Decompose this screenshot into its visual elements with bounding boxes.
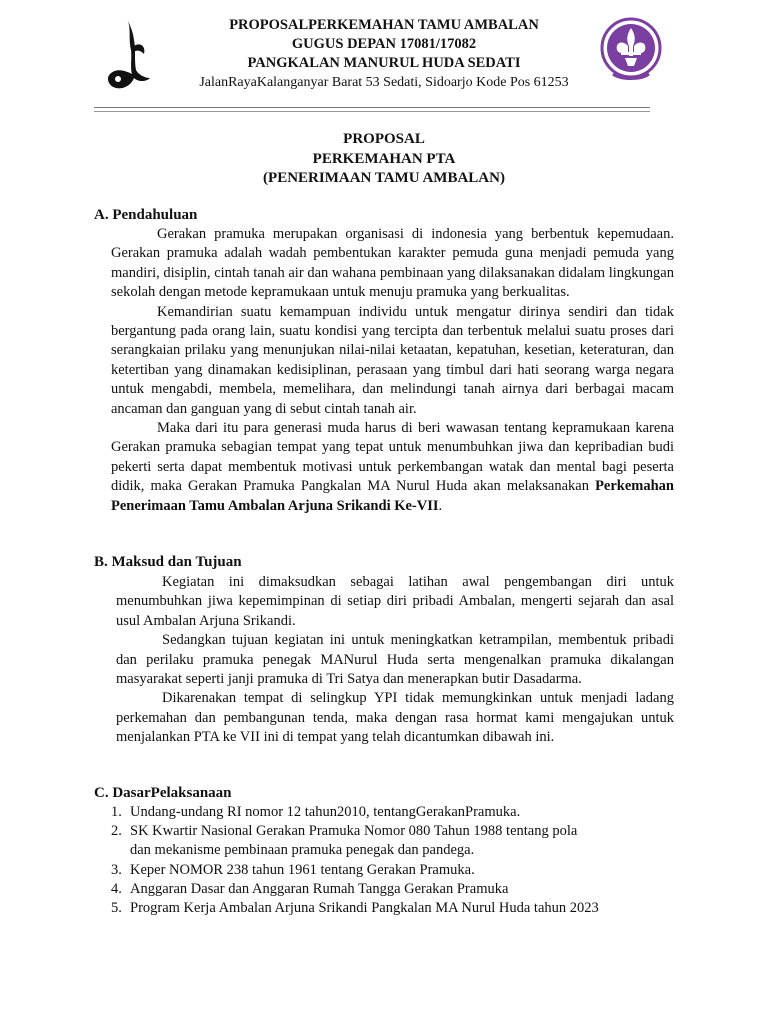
section-a-paragraph-3-bold: Perkemahan Penerimaan Tamu Ambalan Arjuna Srikandi Ke-VII bbox=[111, 478, 674, 514]
letterhead bbox=[160, 16, 608, 92]
list-item bbox=[111, 880, 631, 899]
section-a-paragraph-1: Gerakan pramuka merupakan organisasi di indonesia yang berbentuk kepemudaan. Gerakan pramuka adalah wadah pembentukan karakter pemuda guna menjadi pemuda yang mandiri, disiplin, cintah tanah air dan wahana pembinaan yang dilaksanakan didalam lingkungan sekolah dengan metode kepramukaan untuk menuju pramuka yang berkualitas. bbox=[111, 226, 674, 301]
list-item bbox=[111, 822, 631, 860]
list-item-text: Undang-undang RI nomor 12 tahun2010, tentangGerakanPramuka. bbox=[130, 804, 521, 820]
section-b-heading: B. Maksud dan Tujuan bbox=[94, 554, 242, 570]
section-a-heading: A. Pendahuluan bbox=[94, 207, 198, 223]
list-item-text: SK Kwartir Nasional Gerakan Pramuka Nomor 080 Tahun 1988 tentang pola bbox=[130, 823, 578, 840]
list-item-text: Keper NOMOR 238 tahun 1961 tentang Gerakan Pramuka. bbox=[130, 861, 475, 878]
scout-emblem-logo bbox=[599, 16, 663, 84]
header-divider-thin bbox=[94, 111, 650, 112]
letterhead-line2: GUGUS DEPAN 17081/17082 bbox=[291, 36, 477, 52]
list-item-text: Program Kerja Ambalan Arjuna Srikandi Pangkalan MA Nurul Huda tahun 2023 bbox=[130, 900, 599, 917]
section-a-body bbox=[111, 225, 674, 516]
letterhead-line3: PANGKALAN MANURUL HUDA SEDATI bbox=[247, 55, 521, 71]
section-a-paragraph-3-end: . bbox=[438, 497, 443, 514]
letterhead-address: JalanRayaKalanganyar Barat 53 Sedati, Sidoarjo Kode Pos 61253 bbox=[199, 75, 569, 90]
tunas-kelapa-logo bbox=[104, 16, 154, 92]
list-item-number: 5. bbox=[111, 900, 122, 917]
list-item-number: 4. bbox=[111, 880, 122, 897]
list-item-number: 1. bbox=[111, 804, 122, 820]
list-item-text: Anggaran Dasar dan Anggaran Rumah Tangga Gerakan Pramuka bbox=[130, 880, 509, 897]
list-item bbox=[111, 899, 631, 918]
section-a-paragraph-3 bbox=[111, 419, 674, 516]
list-item-number: 2. bbox=[111, 823, 122, 840]
section-b-paragraph-2: Sedangkan tujuan kegiatan ini untuk meningkatkan ketrampilan, membentuk pribadi dan perilaku pramuka penegak MANurul Huda serta mengenalkan pramuka dikalangan masyarakat seperti janji pramuka di Tri Satya dan menerapkan butir Dasadarma. bbox=[116, 632, 674, 688]
document-title bbox=[94, 130, 674, 189]
section-a-paragraph-2: Kemandirian suatu kemampuan individu untuk mengatur dirinya sendiri dan tidak bergantung pada orang lain, suatu kondisi yang tercipta dan terbentuk melalui suatu proses dari serangkaian prilaku yang menunjukan nilai-nilai ketaatan, kepatuhan, kesetian, keteraturan, dan ketertiban yang dinamakan kedisiplinan, perasaan yang timbul dari hati seorang warga negara untuk mengabdi, membela, memelihara, dan melindungi tanah airnya dari berbagai macam ancaman dan ganguan yang di sebut cintah tanah air. bbox=[111, 303, 674, 417]
letterhead-line1: PROPOSALPERKEMAHAN TAMU AMBALAN bbox=[229, 17, 539, 33]
list-item bbox=[111, 861, 631, 880]
section-b-paragraph-1: Kegiatan ini dimaksudkan sebagai latihan awal pengembangan diri untuk menumbuhkan jiwa kepemimpinan di setiap diri pribadi Ambalan, mengerti sejarah dan asal usul Ambalan Arjuna Srikandi. bbox=[116, 574, 674, 629]
title-line3: (PENERIMAAN TAMU AMBALAN) bbox=[263, 170, 505, 186]
list-item-number: 3. bbox=[111, 861, 122, 878]
list-item-text-continued: dan mekanisme pembinaan pramuka penegak dan pandega. bbox=[130, 842, 475, 859]
header-divider bbox=[94, 107, 650, 108]
section-b-paragraph-3: Dikarenakan tempat di selingkup YPI tidak memungkinkan untuk menjadi ladang perkemahan dan pembangunan tenda, maka dengan rasa hormat kami mengajukan untuk menjalankan PTA ke VII ini di tempat yang telah dicantumkan dibawah ini. bbox=[116, 690, 674, 746]
section-b-body bbox=[116, 573, 674, 748]
list-item bbox=[111, 803, 631, 822]
legal-basis-list bbox=[111, 803, 631, 918]
title-line2: PERKEMAHAN PTA bbox=[312, 150, 456, 167]
title-line1: PROPOSAL bbox=[343, 131, 425, 147]
section-a-paragraph-3-text: Maka dari itu para generasi muda harus di beri wawasan tentang kepramukaan karena Gerakan pramuka sebagian tempat yang tepat untuk menumbuhkan jiwa dan kepribadian budi pekerti serta dapat membentuk motivasi untuk perkembangan watak dan mental bagi peserta didik, maka Gerakan Pramuka Pangkalan MA Nurul Huda akan melaksanakan bbox=[111, 420, 674, 495]
section-c-heading: C. DasarPelaksanaan bbox=[94, 785, 232, 801]
